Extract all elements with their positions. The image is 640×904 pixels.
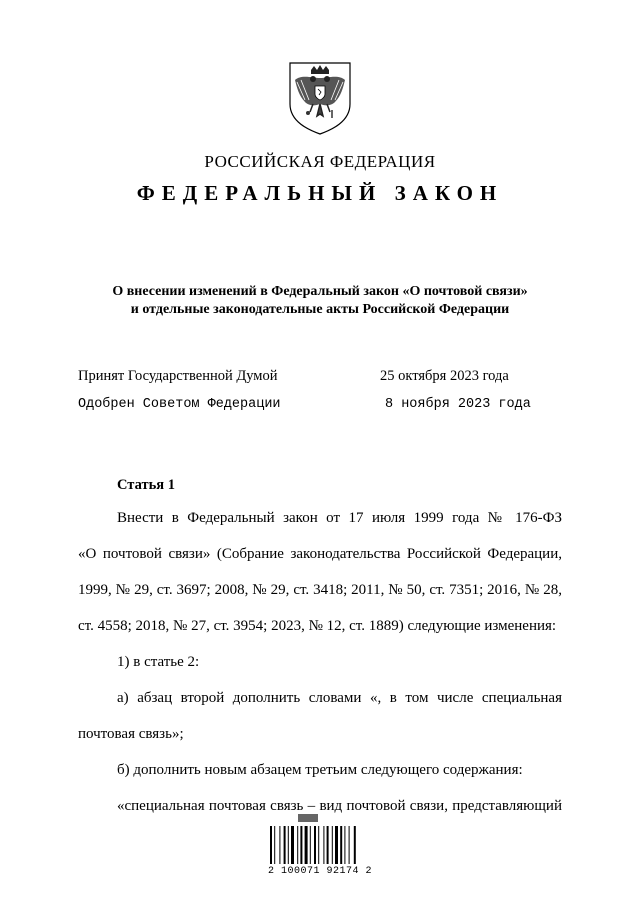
article-line-9: «специальная почтовая связь – вид почтовой связи, представляющий <box>117 798 562 814</box>
article-line-2: «О почтовой связи» (Собрание законодательства Российской Федерации, <box>78 546 562 562</box>
barcode-number: 2 100071 92174 2 <box>268 866 373 877</box>
adopted-by-duma-date: 25 октября 2023 года <box>380 368 509 384</box>
article-line-8: б) дополнить новым абзацем третьим следующего содержания: <box>117 762 523 778</box>
article-line-3: 1999, № 29, ст. 3697; 2008, № 29, ст. 3418; 2011, № 50, ст. 7351; 2016, № 28, <box>78 582 562 598</box>
article-line-6: а) абзац второй дополнить словами «, в том числе специальная <box>117 690 562 706</box>
law-title-line-1: О внесении изменений в Федеральный закон «О почтовой связи» <box>112 284 528 299</box>
country-name: РОССИЙСКАЯ ФЕДЕРАЦИЯ <box>204 152 436 171</box>
document-type: ФЕДЕРАЛЬНЫЙ ЗАКОН <box>136 181 504 205</box>
article-line-4: ст. 4558; 2018, № 27, ст. 3954; 2023, № 12, ст. 1889) следующие изменения: <box>78 618 557 634</box>
law-title <box>60 283 580 319</box>
approved-by-council: Одобрен Советом Федерации <box>78 397 281 412</box>
law-title-line-2: и отдельные законодательные акты Российской Федерации <box>130 302 510 317</box>
article-line-5: 1) в статье 2: <box>117 654 200 670</box>
approved-by-council-date: 8 ноября 2023 года <box>385 397 531 412</box>
adopted-by-duma: Принят Государственной Думой <box>78 368 278 384</box>
article-line-1: Внести в Федеральный закон от 17 июля 1999 года № 176-ФЗ <box>117 510 562 526</box>
article-heading: Статья 1 <box>117 477 175 493</box>
article-line-7: почтовая связь»; <box>78 726 184 742</box>
russian-coat-of-arms-icon <box>287 60 353 136</box>
